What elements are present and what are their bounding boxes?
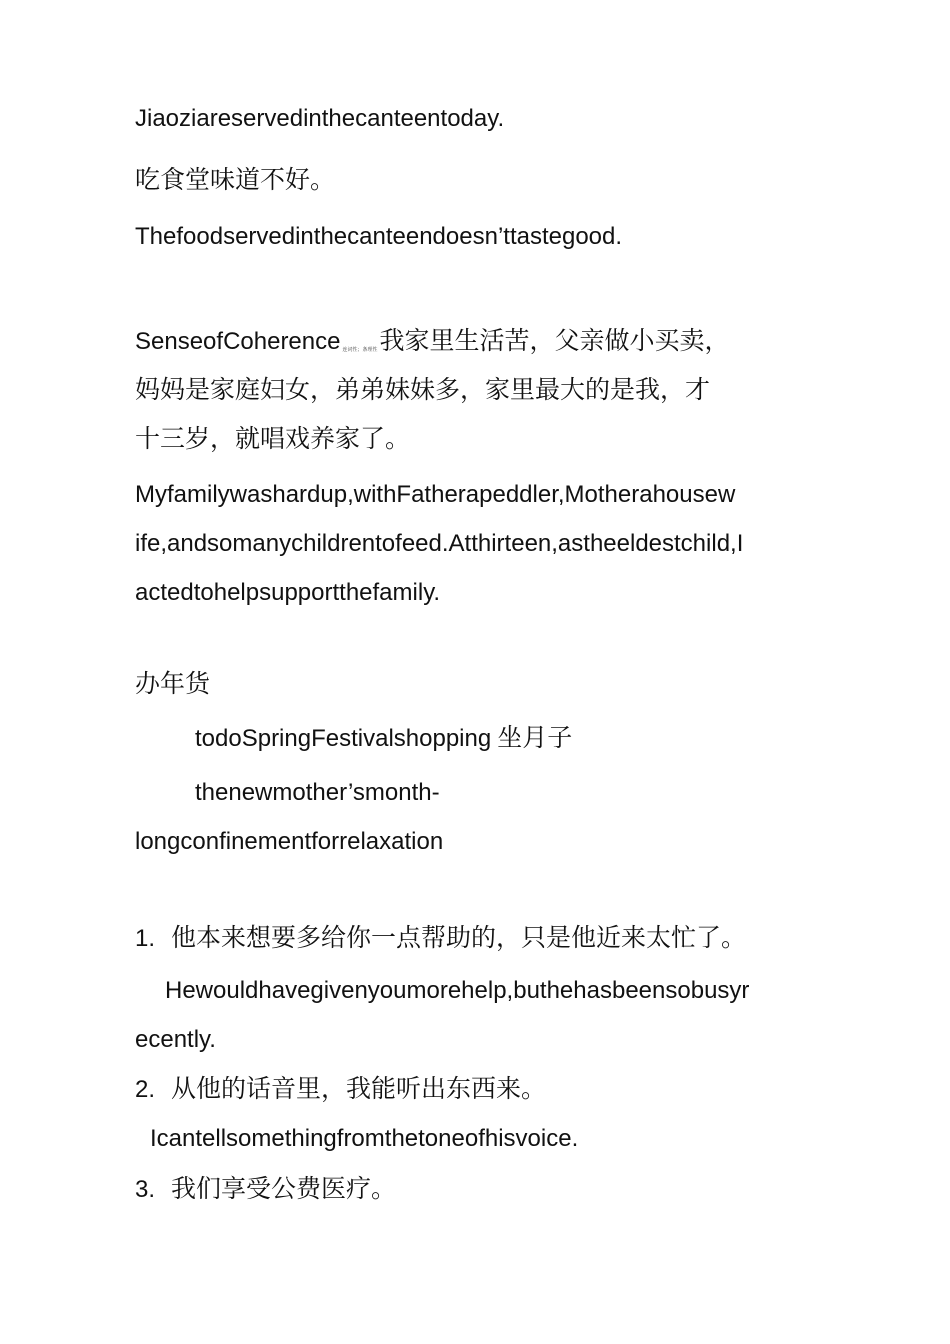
- numbered-item: [135, 1172, 396, 1207]
- term-gloss: 连词性；条理性: [342, 347, 378, 353]
- item-number: 1.: [135, 925, 156, 952]
- sentence-chinese: 我家里生活苦，父亲做小买卖，: [379, 326, 730, 355]
- sentence-chinese: 从他的话音里，我能听出东西来。: [171, 1074, 547, 1103]
- numbered-item: [135, 1072, 546, 1107]
- phrase-english: longconfinementforrelaxation: [135, 828, 444, 855]
- sentence-english: Myfamilywashardup,withFatherapeddler,Motherahousew: [135, 481, 736, 508]
- phrase-chinese: 坐月子: [497, 723, 573, 752]
- sentence-english: Hewouldhavegivenyoumorehelp,buthehasbeensobusyr: [165, 977, 750, 1004]
- sentence-english: Icantellsomethingfromthetoneofhisvoice.: [150, 1125, 579, 1152]
- sentence-chinese: 他本来想要多给你一点帮助的，只是他近来太忙了。: [171, 923, 747, 952]
- sentence-english: Thefoodservedinthecanteendoesn’ttastegood.: [135, 223, 623, 250]
- item-number: 3.: [135, 1176, 156, 1203]
- phrase-english: todoSpringFestivalshopping: [195, 725, 492, 752]
- sentence-chinese: 我们享受公费医疗。: [171, 1174, 397, 1203]
- paragraph-line: [135, 324, 730, 359]
- item-number: 2.: [135, 1076, 156, 1103]
- sentence-chinese: 妈妈是家庭妇女，弟弟妹妹多，家里最大的是我，才: [135, 375, 711, 404]
- sentence-english: ecently.: [135, 1026, 216, 1053]
- phrase-english: thenewmother’smonth-: [195, 779, 440, 806]
- phrase-line: [195, 721, 572, 756]
- sentence-english: actedtohelpsupportthefamily.: [135, 579, 441, 606]
- sentence-chinese: 十三岁，就唱戏养家了。: [135, 424, 411, 453]
- sentence-english: Jiaoziareservedinthecanteentoday.: [135, 105, 505, 132]
- heading-chinese: 办年货: [135, 669, 211, 698]
- numbered-item: [135, 921, 746, 956]
- sentence-chinese: 吃食堂味道不好。: [135, 165, 336, 194]
- term-english: SenseofCoherence: [135, 328, 341, 355]
- sentence-english: ife,andsomanychildrentofeed.Atthirteen,astheeldestchild,I: [135, 530, 744, 557]
